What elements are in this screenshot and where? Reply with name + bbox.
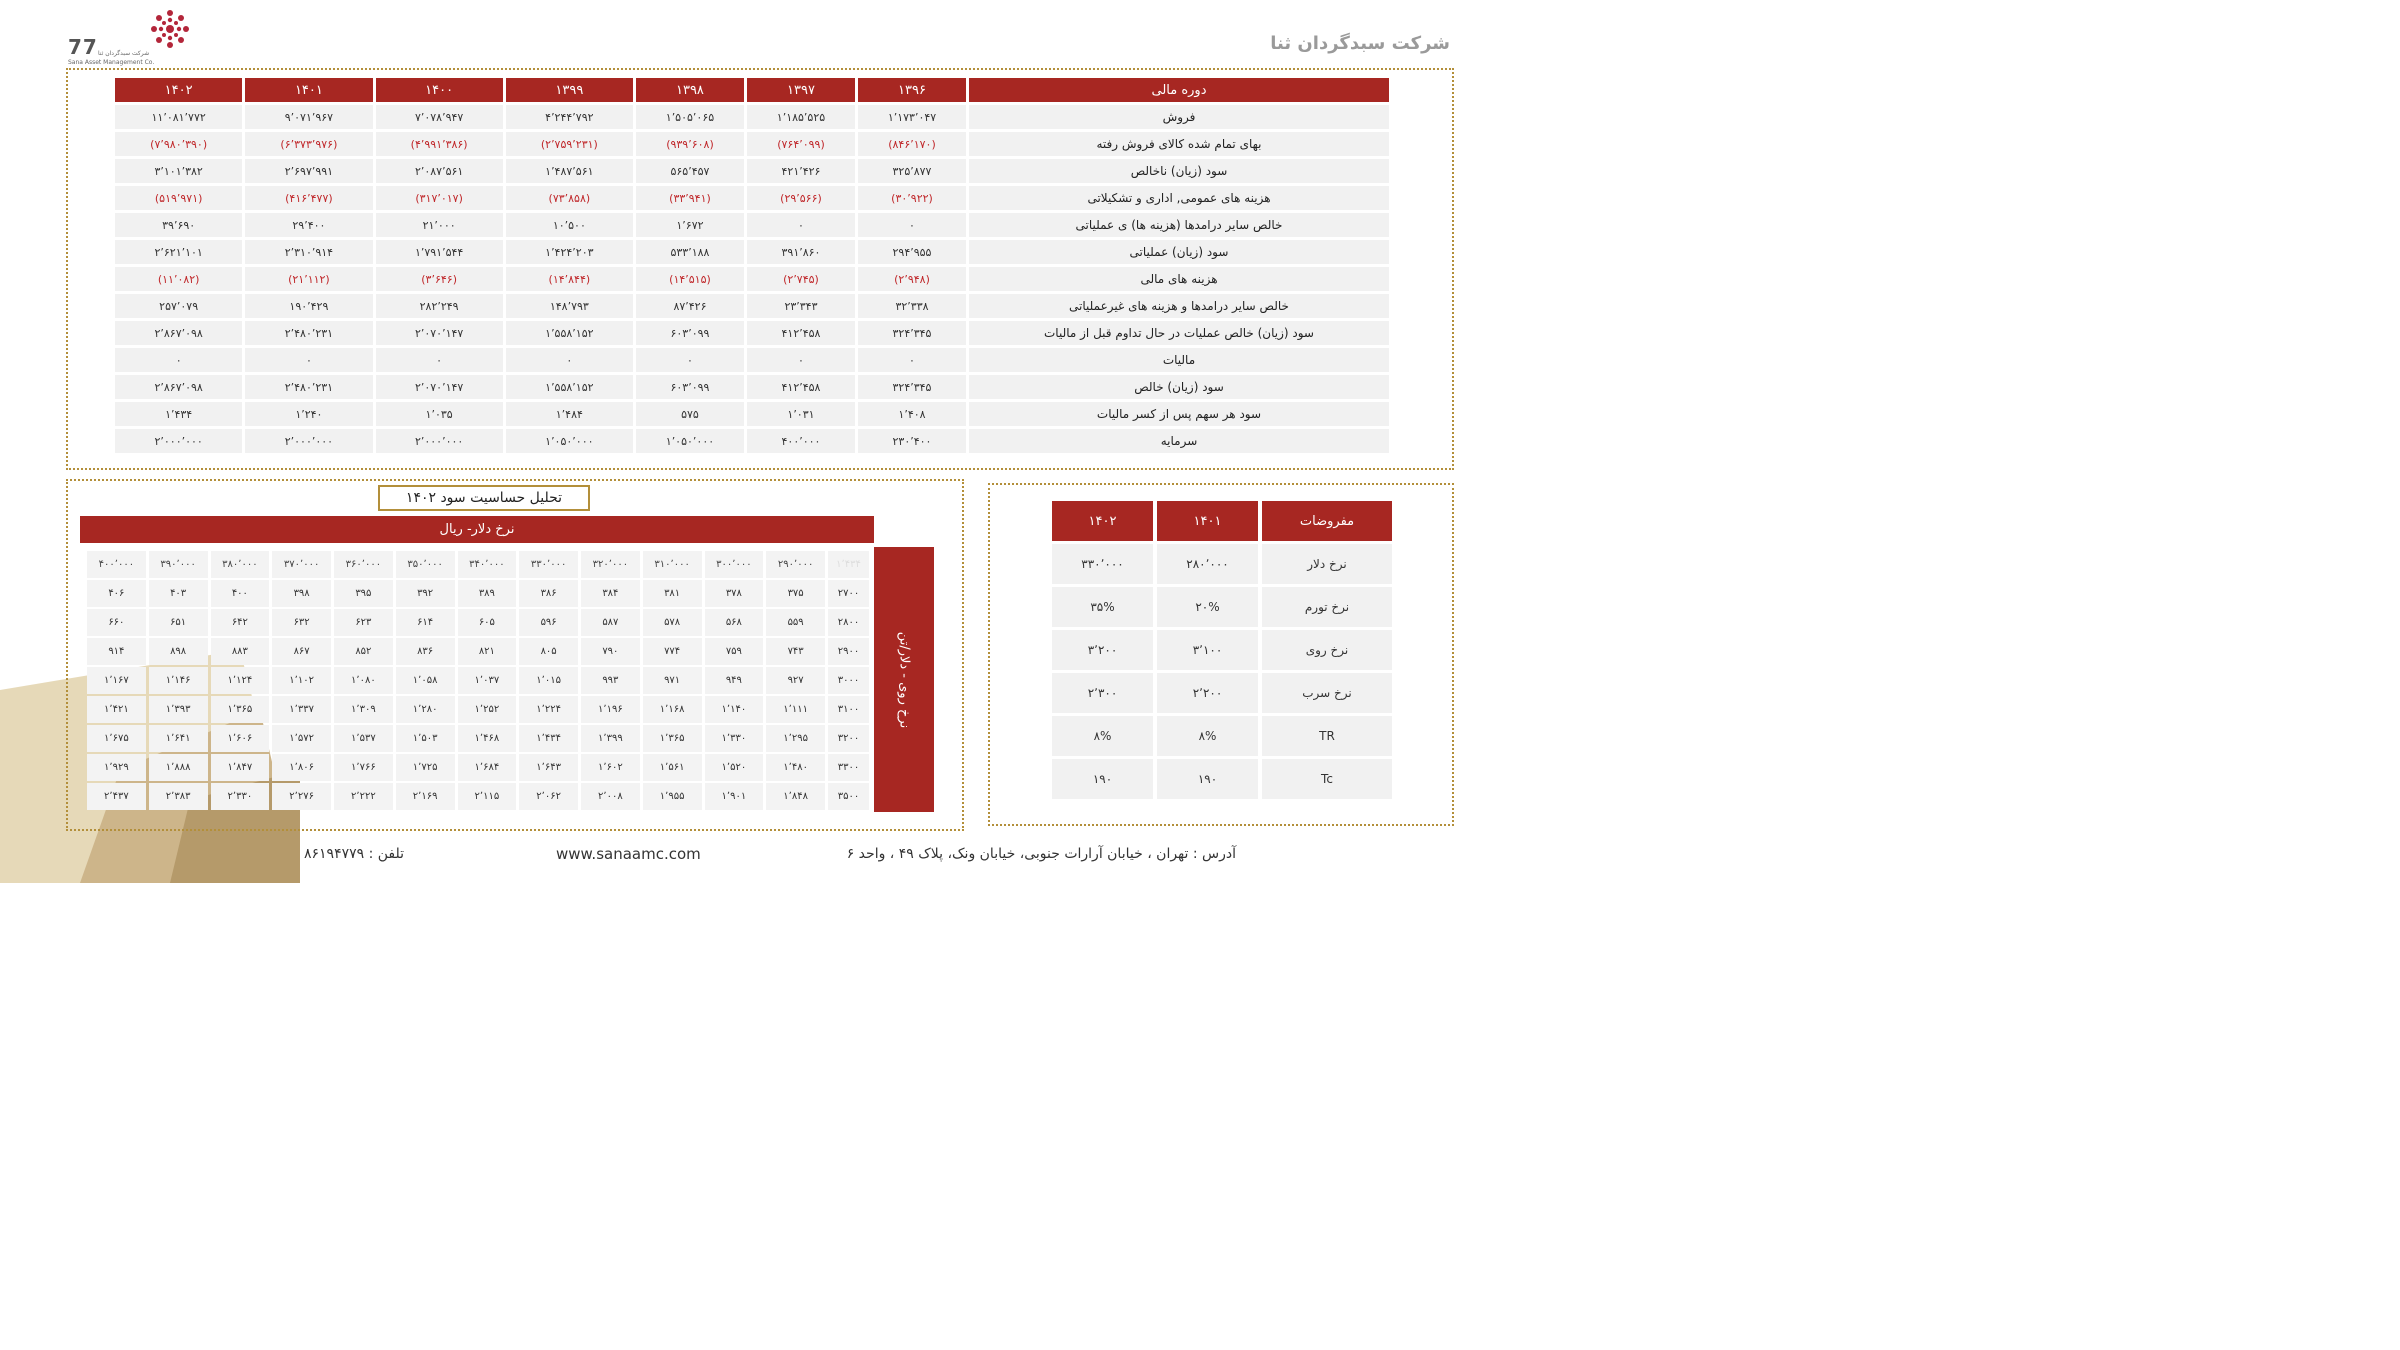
assumption-value: ۳۳۰٬۰۰۰ xyxy=(1052,544,1153,584)
sensitivity-cell: ۱٬۲۵۲ xyxy=(458,696,517,723)
assumption-value: ۸% xyxy=(1157,716,1258,756)
table-cell: ۶۰۳٬۰۹۹ xyxy=(636,375,744,399)
table-cell: ۱٬۴۸۴ xyxy=(506,402,633,426)
table-cell: ۱٬۰۵۰٬۰۰۰ xyxy=(636,429,744,453)
sensitivity-cell: ۱٬۰۳۷ xyxy=(458,667,517,694)
logo-caption-fa: شرکت سبدگردان ثنا xyxy=(98,50,150,57)
table-row xyxy=(115,105,1389,129)
sensitivity-cell: ۱٬۴۲۱ xyxy=(87,696,146,723)
table-cell: (۴٬۹۹۱٬۳۸۶) xyxy=(376,132,503,156)
assumption-value: ۳٬۱۰۰ xyxy=(1157,630,1258,670)
table-cell: ۵۳۳٬۱۸۸ xyxy=(636,240,744,264)
sensitivity-cell: ۱٬۱۱۱ xyxy=(766,696,825,723)
sensitivity-cell: ۱٬۲۲۴ xyxy=(519,696,578,723)
sensitivity-cell: ۱٬۱۲۴ xyxy=(211,667,270,694)
table-cell: (۲۹٬۵۶۶) xyxy=(747,186,855,210)
table-row xyxy=(115,429,1389,453)
row-label: خالص سایر درامدها و هزینه های غیرعملیاتی xyxy=(969,294,1389,318)
sensitivity-cell: ۲٬۱۱۵ xyxy=(458,783,517,810)
table-cell: ۱٬۵۰۵٬۰۶۵ xyxy=(636,105,744,129)
table-cell: ۴٬۲۴۴٬۷۹۲ xyxy=(506,105,633,129)
dollar-rate-header: ۳۳۰٬۰۰۰ xyxy=(519,551,578,578)
dollar-rate-header: ۳۵۰٬۰۰۰ xyxy=(396,551,455,578)
row-label: بهای تمام شده کالای فروش رفته xyxy=(969,132,1389,156)
table-cell: (۱۴٬۸۴۴) xyxy=(506,267,633,291)
table-cell: ۳۹۱٬۸۶۰ xyxy=(747,240,855,264)
sensitivity-cell: ۹۱۴ xyxy=(87,638,146,665)
sensitivity-cell: ۳۸۹ xyxy=(458,580,517,607)
dollar-rate-header: ۲۹۰٬۰۰۰ xyxy=(766,551,825,578)
sensitivity-cell: ۱٬۴۳۴ xyxy=(519,725,578,752)
sensitivity-cell: ۷۵۹ xyxy=(705,638,764,665)
assumption-label: Tc xyxy=(1262,759,1392,799)
table-cell: (۲٬۹۴۸) xyxy=(858,267,966,291)
table-cell: ۲٬۰۰۰٬۰۰۰ xyxy=(245,429,372,453)
sensitivity-cell: ۶۵۱ xyxy=(149,609,208,636)
sensitivity-cell: ۱٬۸۴۸ xyxy=(766,783,825,810)
sensitivity-row xyxy=(87,754,869,781)
table-cell: ۲٬۰۰۰٬۰۰۰ xyxy=(115,429,242,453)
sensitivity-cell: ۱٬۲۸۰ xyxy=(396,696,455,723)
sensitivity-cell: ۱٬۹۲۹ xyxy=(87,754,146,781)
table-cell: (۵۱۹٬۹۷۱) xyxy=(115,186,242,210)
table-cell: ۴۰۰٬۰۰۰ xyxy=(747,429,855,453)
table-cell: (۶٬۳۷۳٬۹۷۶) xyxy=(245,132,372,156)
header-cell: ۱۴۰۱ xyxy=(245,78,372,102)
table-cell: ۱۹۰٬۴۲۹ xyxy=(245,294,372,318)
sensitivity-cell: ۳۷۸ xyxy=(705,580,764,607)
sensitivity-cell: ۶۲۳ xyxy=(334,609,393,636)
sensitivity-cell: ۱٬۸۰۶ xyxy=(272,754,331,781)
table-cell: ۰ xyxy=(376,348,503,372)
sensitivity-cell: ۹۷۱ xyxy=(643,667,702,694)
sensitivity-row xyxy=(87,783,869,810)
table-cell: ۱٬۰۳۱ xyxy=(747,402,855,426)
assumption-label: نرخ روی xyxy=(1262,630,1392,670)
table-cell: ۱٬۰۵۰٬۰۰۰ xyxy=(506,429,633,453)
financial-table xyxy=(112,75,1392,456)
assumption-value: ۳۵% xyxy=(1052,587,1153,627)
table-cell: ۲٬۸۶۷٬۰۹۸ xyxy=(115,375,242,399)
sensitivity-cell: ۸۰۵ xyxy=(519,638,578,665)
zinc-rate-cell: ۲۸۰۰ xyxy=(828,609,869,636)
row-label: خالص سایر درامدها (هزینه ها) ی عملیاتی xyxy=(969,213,1389,237)
sensitivity-cell: ۸۲۱ xyxy=(458,638,517,665)
table-cell: ۲۹٬۴۰۰ xyxy=(245,213,372,237)
table-cell: ۱٬۶۷۲ xyxy=(636,213,744,237)
sensitivity-cell: ۱٬۵۶۱ xyxy=(643,754,702,781)
header-cell: ۱۳۹۶ xyxy=(858,78,966,102)
table-cell: (۳۱۷٬۰۱۷) xyxy=(376,186,503,210)
sensitivity-cell: ۱٬۶۰۲ xyxy=(581,754,640,781)
table-cell: ۴۲۱٬۴۲۶ xyxy=(747,159,855,183)
sensitivity-cell: ۱٬۶۷۵ xyxy=(87,725,146,752)
sensitivity-cell: ۴۰۳ xyxy=(149,580,208,607)
table-cell: ۲۹۴٬۹۵۵ xyxy=(858,240,966,264)
sensitivity-cell: ۱٬۶۴۳ xyxy=(519,754,578,781)
sensitivity-cell: ۱٬۳۹۳ xyxy=(149,696,208,723)
sensitivity-cell: ۷۹۰ xyxy=(581,638,640,665)
table-cell: (۳۳٬۹۴۱) xyxy=(636,186,744,210)
sensitivity-cell: ۱٬۸۴۷ xyxy=(211,754,270,781)
table-cell: ۴۱۲٬۴۵۸ xyxy=(747,321,855,345)
assumptions-row xyxy=(1052,587,1392,627)
sensitivity-cell: ۵۷۸ xyxy=(643,609,702,636)
sensitivity-cell: ۱٬۸۸۸ xyxy=(149,754,208,781)
sensitivity-row xyxy=(87,667,869,694)
logo-caption-en: Sana Asset Management Co. xyxy=(68,59,155,66)
dollar-rate-header: ۳۹۰٬۰۰۰ xyxy=(149,551,208,578)
sensitivity-cell: ۴۰۰ xyxy=(211,580,270,607)
sensitivity-row xyxy=(87,609,869,636)
sensitivity-cell: ۴۰۶ xyxy=(87,580,146,607)
header-cell: ۱۳۹۷ xyxy=(747,78,855,102)
table-cell: ۲٬۰۷۰٬۱۴۷ xyxy=(376,321,503,345)
sensitivity-cell: ۳۹۵ xyxy=(334,580,393,607)
rosette-logo-icon xyxy=(146,5,194,53)
assumption-value: ۲٬۳۰۰ xyxy=(1052,673,1153,713)
table-cell: ۲٬۳۱۰٬۹۱۴ xyxy=(245,240,372,264)
table-cell: ۳۲۴٬۳۴۵ xyxy=(858,375,966,399)
assumption-label: TR xyxy=(1262,716,1392,756)
row-label: مالیات xyxy=(969,348,1389,372)
sensitivity-cell: ۲٬۴۳۷ xyxy=(87,783,146,810)
sensitivity-cell: ۲٬۰۶۲ xyxy=(519,783,578,810)
zinc-rate-cell: ۲۹۰۰ xyxy=(828,638,869,665)
logo-mark: 77 xyxy=(68,35,98,59)
sensitivity-cell: ۱٬۳۹۹ xyxy=(581,725,640,752)
table-cell: (۱۱٬۰۸۲) xyxy=(115,267,242,291)
table-cell: (۹۳۹٬۶۰۸) xyxy=(636,132,744,156)
assumptions-row xyxy=(1052,630,1392,670)
table-row xyxy=(115,240,1389,264)
assumptions-row xyxy=(1052,759,1392,799)
sensitivity-cell: ۱٬۴۶۸ xyxy=(458,725,517,752)
table-cell: ۲٬۴۸۰٬۲۳۱ xyxy=(245,375,372,399)
sensitivity-row xyxy=(87,580,869,607)
sensitivity-cell: ۸۳۶ xyxy=(396,638,455,665)
table-cell: ۱٬۴۰۸ xyxy=(858,402,966,426)
sensitivity-cell: ۱٬۱۴۶ xyxy=(149,667,208,694)
sensitivity-cell: ۹۲۷ xyxy=(766,667,825,694)
table-cell: ۲٬۶۲۱٬۱۰۱ xyxy=(115,240,242,264)
table-cell: ۲٬۸۶۷٬۰۹۸ xyxy=(115,321,242,345)
dollar-rate-header: ۳۸۰٬۰۰۰ xyxy=(211,551,270,578)
table-cell: ۲٬۰۷۰٬۱۴۷ xyxy=(376,375,503,399)
table-cell: ۸۷٬۴۲۶ xyxy=(636,294,744,318)
table-cell: ۲٬۴۸۰٬۲۳۱ xyxy=(245,321,372,345)
sensitivity-cell: ۵۶۸ xyxy=(705,609,764,636)
sensitivity-cell: ۵۸۷ xyxy=(581,609,640,636)
sensitivity-cell: ۱٬۵۷۲ xyxy=(272,725,331,752)
sensitivity-cell: ۱٬۳۳۰ xyxy=(705,725,764,752)
sensitivity-cell: ۳۹۸ xyxy=(272,580,331,607)
table-cell: ۱٬۷۹۱٬۵۴۴ xyxy=(376,240,503,264)
table-cell: ۲۵۷٬۰۷۹ xyxy=(115,294,242,318)
dollar-rate-header: ۳۱۰٬۰۰۰ xyxy=(643,551,702,578)
company-name: شرکت سبدگردان ثنا xyxy=(1270,33,1450,54)
assumption-value: ۱۹۰ xyxy=(1052,759,1153,799)
table-cell: (۷۶۴٬۰۹۹) xyxy=(747,132,855,156)
sensitivity-cell: ۸۹۸ xyxy=(149,638,208,665)
dollar-rate-header: ۳۶۰٬۰۰۰ xyxy=(334,551,393,578)
sensitivity-cell: ۸۸۳ xyxy=(211,638,270,665)
assumptions-table xyxy=(1048,498,1396,802)
zinc-rate-cell: ۳۵۰۰ xyxy=(828,783,869,810)
row-label: سود (زیان) ناخالص xyxy=(969,159,1389,183)
assumption-value: ۳٬۲۰۰ xyxy=(1052,630,1153,670)
zinc-rate-cell: ۳۳۰۰ xyxy=(828,754,869,781)
table-cell: ۴۱۲٬۴۵۸ xyxy=(747,375,855,399)
assumption-value: ۲٬۲۰۰ xyxy=(1157,673,1258,713)
table-cell: ۳۲۴٬۳۴۵ xyxy=(858,321,966,345)
sensitivity-title: تحلیل حساسیت سود ۱۴۰۲ xyxy=(378,485,590,511)
dollar-rate-header: ۳۷۰٬۰۰۰ xyxy=(272,551,331,578)
table-row xyxy=(115,132,1389,156)
table-cell: (۷٬۹۸۰٬۳۹۰) xyxy=(115,132,242,156)
table-cell: ۲۳٬۳۴۳ xyxy=(747,294,855,318)
table-row xyxy=(115,402,1389,426)
table-cell: ۰ xyxy=(115,348,242,372)
footer-address: آدرس : تهران ، خیابان آرارات جنوبی، خیابان ونک، پلاک ۴۹ ، واحد ۶ xyxy=(846,846,1236,862)
company-logo xyxy=(68,5,198,67)
table-cell: ۲٬۰۸۷٬۵۶۱ xyxy=(376,159,503,183)
sensitivity-cell: ۱٬۰۱۵ xyxy=(519,667,578,694)
table-row xyxy=(115,186,1389,210)
sensitivity-cell: ۸۶۷ xyxy=(272,638,331,665)
sensitivity-cell: ۱٬۹۵۵ xyxy=(643,783,702,810)
table-row xyxy=(115,294,1389,318)
assumption-label: نرخ تورم xyxy=(1262,587,1392,627)
table-cell: ۱٬۴۸۷٬۵۶۱ xyxy=(506,159,633,183)
sensitivity-cell: ۱٬۱۹۶ xyxy=(581,696,640,723)
sensitivity-cell: ۱٬۶۴۱ xyxy=(149,725,208,752)
table-cell: ۱٬۰۳۵ xyxy=(376,402,503,426)
table-cell: (۱۴٬۵۱۵) xyxy=(636,267,744,291)
zinc-rate-cell: ۳۱۰۰ xyxy=(828,696,869,723)
table-cell: ۱٬۱۷۳٬۰۴۷ xyxy=(858,105,966,129)
sensitivity-cell: ۱٬۶۰۶ xyxy=(211,725,270,752)
sensitivity-cell: ۲٬۱۶۹ xyxy=(396,783,455,810)
sensitivity-cell: ۱٬۵۲۰ xyxy=(705,754,764,781)
table-cell: (۲٬۷۵۹٬۲۳۱) xyxy=(506,132,633,156)
sensitivity-cell: ۲٬۳۳۰ xyxy=(211,783,270,810)
row-label: سود (زیان) خالص xyxy=(969,375,1389,399)
sensitivity-cell: ۵۵۹ xyxy=(766,609,825,636)
sensitivity-cell: ۱٬۲۹۵ xyxy=(766,725,825,752)
sensitivity-cell: ۶۱۴ xyxy=(396,609,455,636)
sensitivity-cell: ۱٬۳۳۷ xyxy=(272,696,331,723)
table-cell: (۳۰٬۹۲۲) xyxy=(858,186,966,210)
table-cell: ۳٬۱۰۱٬۳۸۲ xyxy=(115,159,242,183)
footer-website: www.sanaamc.com xyxy=(556,845,701,863)
table-cell: (۷۳٬۸۵۸) xyxy=(506,186,633,210)
header-cell: ۱۴۰۰ xyxy=(376,78,503,102)
row-label: سود هر سهم پس از کسر مالیات xyxy=(969,402,1389,426)
table-cell: (۸۴۶٬۱۷۰) xyxy=(858,132,966,156)
row-label: سود (زیان) خالص عملیات در حال تداوم قبل از مالیات xyxy=(969,321,1389,345)
header-cell: ۱۳۹۹ xyxy=(506,78,633,102)
table-cell: ۰ xyxy=(506,348,633,372)
sensitivity-cell: ۱٬۰۸۰ xyxy=(334,667,393,694)
sensitivity-cell: ۱٬۶۸۴ xyxy=(458,754,517,781)
sensitivity-cell: ۱٬۱۴۰ xyxy=(705,696,764,723)
table-cell: ۳۲٬۳۳۸ xyxy=(858,294,966,318)
assumption-value: ۲۰% xyxy=(1157,587,1258,627)
table-cell: ۲۸۲٬۲۴۹ xyxy=(376,294,503,318)
table-cell: ۳۲۵٬۸۷۷ xyxy=(858,159,966,183)
table-row xyxy=(115,321,1389,345)
header-cell: ۱۳۹۸ xyxy=(636,78,744,102)
assumption-value: ۱۹۰ xyxy=(1157,759,1258,799)
assumption-value: ۲۸۰٬۰۰۰ xyxy=(1157,544,1258,584)
sensitivity-cell: ۳۸۱ xyxy=(643,580,702,607)
table-cell: ۲٬۶۹۷٬۹۹۱ xyxy=(245,159,372,183)
table-cell: ۰ xyxy=(747,213,855,237)
sensitivity-cell: ۳۸۶ xyxy=(519,580,578,607)
sensitivity-cell: ۷۷۴ xyxy=(643,638,702,665)
table-cell: ۰ xyxy=(858,348,966,372)
table-cell: ۱٬۴۲۴٬۲۰۳ xyxy=(506,240,633,264)
sensitivity-cell: ۱٬۳۶۵ xyxy=(211,696,270,723)
sensitivity-cell: ۳۸۴ xyxy=(581,580,640,607)
sensitivity-cell: ۲٬۲۷۶ xyxy=(272,783,331,810)
row-label: سود (زیان) عملیاتی xyxy=(969,240,1389,264)
dollar-rate-header: ۳۲۰٬۰۰۰ xyxy=(581,551,640,578)
dollar-rate-header: ۴۰۰٬۰۰۰ xyxy=(87,551,146,578)
sensitivity-cell: ۶۴۲ xyxy=(211,609,270,636)
assumptions-header-cell: مفروضات xyxy=(1262,501,1392,541)
table-cell: (۳٬۶۴۶) xyxy=(376,267,503,291)
row-label: فروش xyxy=(969,105,1389,129)
table-cell: ۱۱٬۰۸۱٬۷۷۲ xyxy=(115,105,242,129)
table-cell: ۱۴۸٬۷۹۳ xyxy=(506,294,633,318)
dollar-rate-header: ۳۰۰٬۰۰۰ xyxy=(705,551,764,578)
sensitivity-cell: ۱٬۵۰۳ xyxy=(396,725,455,752)
header-cell: ۱۴۰۲ xyxy=(115,78,242,102)
table-cell: ۰ xyxy=(858,213,966,237)
table-row xyxy=(115,348,1389,372)
sensitivity-cell: ۱٬۱۶۷ xyxy=(87,667,146,694)
dollar-rate-header: ۳۴۰٬۰۰۰ xyxy=(458,551,517,578)
sensitivity-cell: ۱٬۴۸۰ xyxy=(766,754,825,781)
table-cell: ۶۰۳٬۰۹۹ xyxy=(636,321,744,345)
row-label: سرمایه xyxy=(969,429,1389,453)
sensitivity-cell: ۱٬۳۶۵ xyxy=(643,725,702,752)
sensitivity-cell: ۵۹۶ xyxy=(519,609,578,636)
column-axis-label: نرخ دلار- ریال xyxy=(80,516,874,543)
zinc-rate-cell: ۳۲۰۰ xyxy=(828,725,869,752)
table-cell: (۲۱٬۱۱۲) xyxy=(245,267,372,291)
table-cell: ۲٬۰۰۰٬۰۰۰ xyxy=(376,429,503,453)
table-cell: ۰ xyxy=(245,348,372,372)
table-row xyxy=(115,267,1389,291)
table-row xyxy=(115,159,1389,183)
table-cell: ۵۶۵٬۴۵۷ xyxy=(636,159,744,183)
assumptions-row xyxy=(1052,673,1392,713)
sensitivity-cell: ۱٬۱۶۸ xyxy=(643,696,702,723)
sensitivity-cell: ۸۵۲ xyxy=(334,638,393,665)
sensitivity-cell: ۷۴۳ xyxy=(766,638,825,665)
table-cell: (۴۱۶٬۴۷۷) xyxy=(245,186,372,210)
sensitivity-cell: ۹۹۳ xyxy=(581,667,640,694)
assumption-label: نرخ سرب xyxy=(1262,673,1392,713)
footer-phone: تلفن : ۸۶۱۹۴۷۷۹ xyxy=(304,846,405,862)
zinc-rate-cell: ۲۷۰۰ xyxy=(828,580,869,607)
table-cell: ۲۱٬۰۰۰ xyxy=(376,213,503,237)
table-cell: ۲۳۰٬۴۰۰ xyxy=(858,429,966,453)
table-row xyxy=(115,375,1389,399)
table-cell: ۱٬۵۵۸٬۱۵۲ xyxy=(506,375,633,399)
row-label: هزینه های مالی xyxy=(969,267,1389,291)
row-axis-label: نرخ روی - دلار/تن xyxy=(896,631,912,728)
sensitivity-cell: ۶۰۵ xyxy=(458,609,517,636)
assumptions-row xyxy=(1052,544,1392,584)
sensitivity-cell: ۶۳۲ xyxy=(272,609,331,636)
sensitivity-table xyxy=(84,549,872,812)
zinc-rate-cell: ۳۰۰۰ xyxy=(828,667,869,694)
assumptions-row xyxy=(1052,716,1392,756)
sensitivity-cell: ۳۹۲ xyxy=(396,580,455,607)
table-cell: ۱٬۵۵۸٬۱۵۲ xyxy=(506,321,633,345)
corner-cell: ۱٬۴۳۴ xyxy=(828,551,869,578)
sensitivity-row xyxy=(87,696,869,723)
table-cell: ۰ xyxy=(636,348,744,372)
table-cell: ۵۷۵ xyxy=(636,402,744,426)
assumption-label: نرخ دلار xyxy=(1262,544,1392,584)
sensitivity-row xyxy=(87,638,869,665)
table-cell: ۱٬۴۳۴ xyxy=(115,402,242,426)
sensitivity-cell: ۱٬۷۶۶ xyxy=(334,754,393,781)
sensitivity-cell: ۱٬۰۵۸ xyxy=(396,667,455,694)
sensitivity-row xyxy=(87,725,869,752)
sensitivity-cell: ۱٬۳۰۹ xyxy=(334,696,393,723)
sensitivity-cell: ۱٬۵۳۷ xyxy=(334,725,393,752)
table-cell: ۹٬۰۷۱٬۹۶۷ xyxy=(245,105,372,129)
table-cell: ۱٬۲۴۰ xyxy=(245,402,372,426)
table-row xyxy=(115,213,1389,237)
table-cell: ۳۹٬۶۹۰ xyxy=(115,213,242,237)
sensitivity-cell: ۶۶۰ xyxy=(87,609,146,636)
sensitivity-cell: ۲٬۰۰۸ xyxy=(581,783,640,810)
sensitivity-cell: ۲٬۲۲۲ xyxy=(334,783,393,810)
sensitivity-cell: ۳۷۵ xyxy=(766,580,825,607)
sensitivity-cell: ۲٬۳۸۳ xyxy=(149,783,208,810)
sensitivity-cell: ۱٬۷۲۵ xyxy=(396,754,455,781)
table-cell: (۲٬۷۴۵) xyxy=(747,267,855,291)
table-cell: ۱۰٬۵۰۰ xyxy=(506,213,633,237)
table-cell: ۱٬۱۸۵٬۵۲۵ xyxy=(747,105,855,129)
sensitivity-cell: ۹۴۹ xyxy=(705,667,764,694)
sensitivity-header-row xyxy=(87,551,869,578)
assumptions-header-cell: ۱۴۰۱ xyxy=(1157,501,1258,541)
assumption-value: ۸% xyxy=(1052,716,1153,756)
row-label: هزینه های عمومی, اداری و تشکیلاتی xyxy=(969,186,1389,210)
table-cell: ۷٬۰۷۸٬۹۴۷ xyxy=(376,105,503,129)
row-axis-bar xyxy=(874,547,934,812)
table-cell: ۰ xyxy=(747,348,855,372)
sensitivity-cell: ۱٬۹۰۱ xyxy=(705,783,764,810)
assumptions-header-cell: ۱۴۰۲ xyxy=(1052,501,1153,541)
sensitivity-cell: ۱٬۱۰۲ xyxy=(272,667,331,694)
header-cell: دوره مالی xyxy=(969,78,1389,102)
